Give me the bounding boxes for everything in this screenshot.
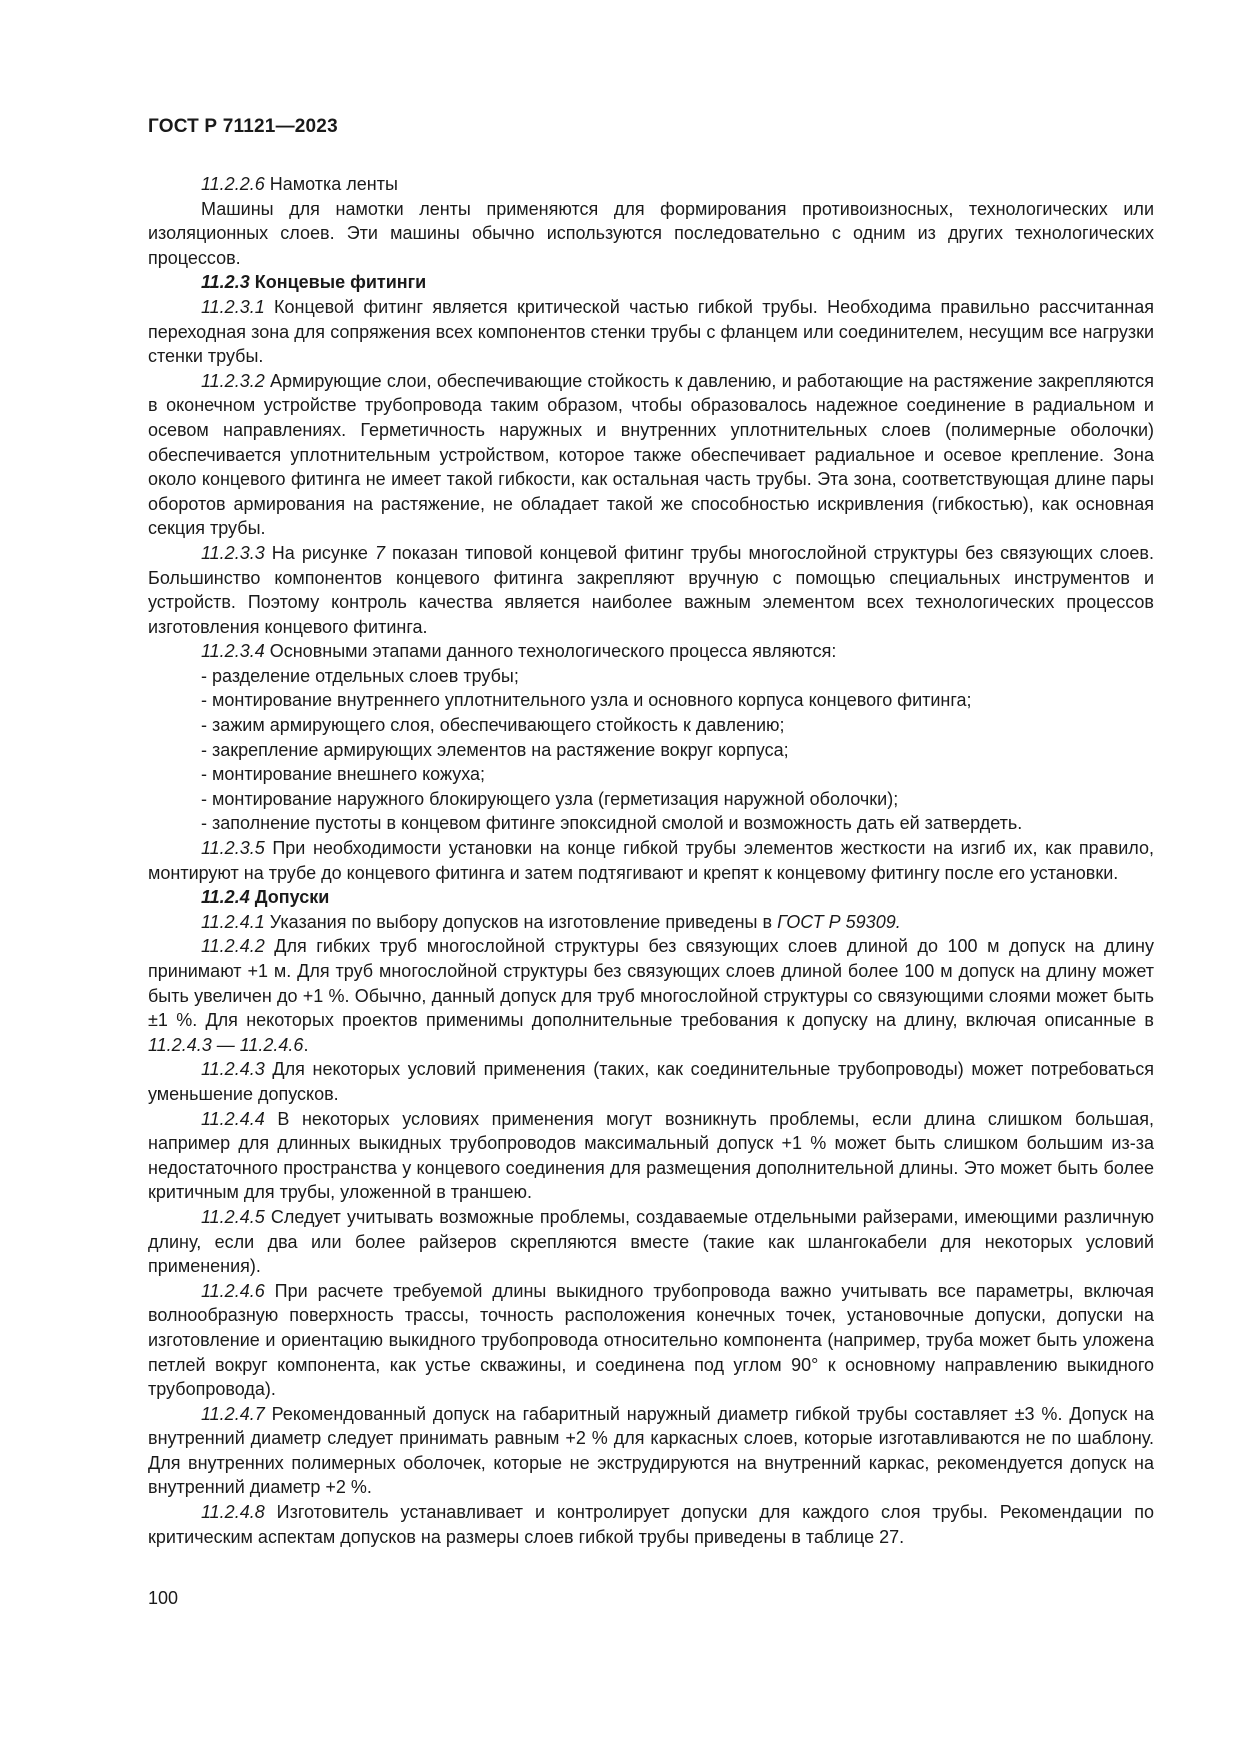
- clause-text: Концевой фитинг является критической частью гибкой трубы. Необходима правильно рассчитанная переходная зона для сопряжения всех компонентов стенки трубы с фланцем или соединителем, несущим все нагрузки стенки трубы.: [148, 296, 1154, 367]
- clause-11-2-4-3: [148, 1057, 1154, 1106]
- figure-reference: 7: [374, 542, 385, 563]
- clause-text: .: [303, 1034, 309, 1055]
- clause-number: 11.2.4.4: [201, 1108, 265, 1129]
- clause-number: 11.2.2.6: [201, 174, 265, 194]
- clause-11-2-4-4: [148, 1107, 1154, 1205]
- clause-number: 11.2.4.1: [201, 911, 265, 932]
- clause-11-2-3-1: [148, 295, 1154, 369]
- clause-11-2-3-2: [148, 369, 1154, 541]
- clause-text: В некоторых условиях применения могут возникнуть проблемы, если длина слишком большая, например для длинных выкидных трубопроводов максимальный допуск +1 % может быть слишком большим из-за недостаточного пространства у концевого соединения для размещения дополнительной длины. Это может быть более критичным для трубы, уложенной в траншею.: [148, 1108, 1154, 1203]
- clause-text: Для гибких труб многослойной структуры без связующих слоев длиной до 100 м допуск на длину принимают +1 м. Для труб многослойной структуры без связующих слоев длиной более 100 м допуск на длину может быть увеличен до +1 %. Обычно, данный допуск для труб многослойной структуры со связующими слоями может быть ±1 %. Для некоторых проектов применимы дополнительные требования к допуску на длину, включая описанные в: [148, 936, 1154, 1031]
- clause-text: Для некоторых условий применения (таких, как соединительные трубопроводы) может потребоваться уменьшение допусков.: [148, 1059, 1154, 1104]
- clause-title: Намотка ленты: [264, 174, 398, 194]
- clause-number: 11.2.3: [201, 272, 250, 293]
- clause-11-2-4-2: [148, 934, 1154, 1057]
- section-11-2-2-6-heading: [148, 172, 1154, 197]
- clause-text: На рисунке: [264, 542, 375, 563]
- section-11-2-4-heading: [148, 885, 1154, 910]
- clause-text: Рекомендованный допуск на габаритный наружный диаметр гибкой трубы составляет ±3 %. Допуск на внутренний диаметр следует принимать равным +2 % для каркасных слоев, которые изготавливаются не по шаблону. Для внутренних полимерных оболочек, которые не экструдируются на внутренний каркас, рекомендуется допуск на внутренний диаметр +2 %.: [148, 1403, 1154, 1498]
- clause-number: 11.2.4.3: [201, 1059, 265, 1080]
- clause-11-2-3-5: [148, 836, 1154, 885]
- clause-number: 11.2.4.8: [201, 1502, 265, 1523]
- clause-11-2-4-7: [148, 1402, 1154, 1500]
- document-code: ГОСТ Р 71121—2023: [148, 116, 338, 137]
- clause-number: 11.2.4.2: [201, 936, 265, 957]
- clause-11-2-4-6: [148, 1279, 1154, 1402]
- clause-number: 11.2.3.1: [201, 296, 265, 317]
- clause-11-2-4-8: [148, 1500, 1154, 1549]
- clause-text: При необходимости установки на конце гибкой трубы элементов жесткости на изгиб их, как правило, монтируют на трубе до концевого фитинга и затем подтягивают и крепят к концевому фитингу после его установки.: [148, 838, 1154, 883]
- list-item: - монтирование внутреннего уплотнительного узла и основного корпуса концевого фитинга;: [201, 690, 972, 711]
- clause-11-2-4-1: [148, 910, 1154, 935]
- clause-text: Основными этапами данного технологического процесса являются:: [264, 641, 837, 662]
- clause-title: Концевые фитинги: [249, 272, 427, 293]
- list-item: - монтирование наружного блокирующего узла (герметизация наружной оболочки);: [201, 788, 899, 809]
- clause-number: 11.2.4: [201, 887, 250, 908]
- clause-number: 11.2.3.3: [201, 542, 265, 563]
- list-item: - заполнение пустоты в концевом фитинге эпоксидной смолой и возможность дать ей затвердеть.: [201, 813, 1023, 834]
- clause-number: 11.2.3.5: [201, 838, 265, 859]
- clause-number: 11.2.3.4: [201, 641, 265, 662]
- clause-text: Изготовитель устанавливает и контролирует допуски для каждого слоя трубы. Рекомендации по критическим аспектам допусков на размеры слоев гибкой трубы приведены в таблице 27.: [148, 1502, 1154, 1547]
- clause-number: 11.2.4.5: [201, 1206, 265, 1227]
- clause-title: Допуски: [249, 887, 330, 908]
- clause-number: 11.2.4.7: [201, 1403, 265, 1424]
- list-item: - монтирование внешнего кожуха;: [201, 764, 486, 785]
- clause-number: 11.2.3.2: [201, 370, 265, 391]
- list-item: - зажим армирующего слоя, обеспечивающего стойкость к давлению;: [201, 715, 785, 736]
- clause-text: Указания по выбору допусков на изготовление приведены в: [264, 911, 778, 932]
- document-body: [148, 172, 1154, 1549]
- clause-text: При расчете требуемой длины выкидного трубопровода важно учитывать все параметры, включая волнообразную поверхность трассы, точность расположения конечных точек, установочные допуски, допуски на изготовление и ориентацию выкидного трубопровода относительно компонента (например, труба может быть уложена петлей вокруг компонента, как устье скважины, и соединена под углом 90° к основному направлению выкидного трубопровода).: [148, 1280, 1154, 1400]
- clause-11-2-3-4: [148, 639, 1154, 664]
- page-number: 100: [148, 1588, 179, 1608]
- clause-text: Армирующие слои, обеспечивающие стойкость к давлению, и работающие на растяжение закрепляются в оконечном устройстве трубопровода таким образом, чтобы образовалось надежное соединение в радиальном и осевом направлениях. Герметичность наружных и внутренних уплотнительных слоев (полимерные оболочки) обеспечивается уплотнительным устройством, которое также обеспечивает радиальное и осевое крепление. Зона около концевого фитинга не имеет такой гибкости, как остальная часть трубы. Эта зона, соответствующая длине пары оборотов армирования на растяжение, не обладает такой же способностью искривления (гибкостью), как основная секция трубы.: [148, 370, 1154, 539]
- clause-11-2-3-3: [148, 541, 1154, 639]
- paragraph: Машины для намотки ленты применяются для формирования противоизносных, технологических или изоляционных слоев. Эти машины обычно используются последовательно с одним из других технологических процессов.: [148, 198, 1154, 268]
- clause-11-2-4-5: [148, 1205, 1154, 1279]
- list-item: - закрепление армирующих элементов на растяжение вокруг корпуса;: [201, 739, 789, 760]
- clause-reference: 11.2.4.3 — 11.2.4.6: [148, 1034, 304, 1055]
- clause-text: Следует учитывать возможные проблемы, создаваемые отдельными райзерами, имеющими различную длину, если два или более райзеров скрепляются вместе (такие как шлангокабели для некоторых условий применения).: [148, 1206, 1154, 1277]
- clause-number: 11.2.4.6: [201, 1280, 265, 1301]
- clause-text: показан типовой концевой фитинг трубы многослойной структуры без связующих слоев. Большинство компонентов концевого фитинга закрепляют вручную с помощью специальных инструментов и устройств. Поэтому контроль качества является наиболее важным элементом всех технологических процессов изготовления концевого фитинга.: [148, 542, 1154, 637]
- list-item: - разделение отдельных слоев трубы;: [201, 665, 519, 686]
- standard-reference: ГОСТ Р 59309.: [777, 911, 901, 932]
- section-11-2-3-heading: [148, 270, 1154, 295]
